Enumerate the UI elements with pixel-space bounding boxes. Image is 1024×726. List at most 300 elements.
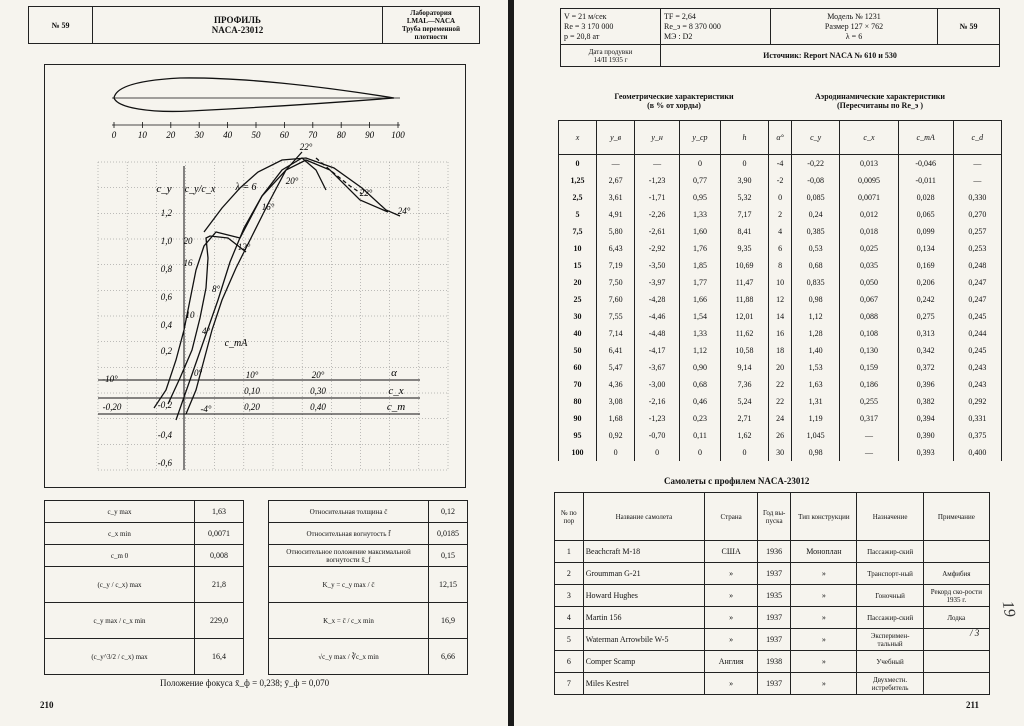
summary-row	[269, 603, 468, 639]
y-tick-label: 0,4	[160, 320, 172, 330]
table-cell: 0,018	[840, 223, 898, 240]
aircraft-cell	[923, 541, 989, 563]
table-cell: 8,41	[720, 223, 768, 240]
aircraft-cell: 7	[555, 673, 584, 695]
aircraft-column-header: Год вы-пуска	[758, 493, 791, 541]
axis-name-alpha: α	[391, 367, 397, 379]
table-cell: 1,40	[792, 342, 840, 359]
table-cell: 7,19	[597, 257, 635, 274]
coord-column-header: α°	[769, 121, 792, 155]
table-cell: 0,050	[840, 274, 898, 291]
table-cell: 0,0071	[840, 189, 898, 206]
table-cell: 0,393	[898, 444, 953, 461]
angle-label: 16°	[261, 202, 275, 212]
table-cell: —	[953, 155, 1001, 172]
aircraft-cell: »	[791, 651, 857, 673]
aircraft-cell: »	[705, 585, 758, 607]
table-cell: 0	[680, 444, 721, 461]
aircraft-cell: Гоночный	[857, 585, 923, 607]
table-cell: 0,46	[680, 393, 721, 410]
table-cell: —	[840, 427, 898, 444]
model-line: Размер 127 × 762	[824, 21, 884, 31]
geometry-title-line: (в % от хорды)	[647, 101, 701, 110]
y-tick-label: -0,4	[157, 430, 172, 440]
table-cell: 1,33	[680, 325, 721, 342]
table-cell: 5,24	[720, 393, 768, 410]
aircraft-cell: »	[791, 673, 857, 695]
aircraft-cell: »	[705, 629, 758, 651]
airfoil-shape	[114, 78, 394, 112]
table-cell: 0	[720, 155, 768, 172]
table-row	[559, 376, 1002, 393]
axis-label-right: 0,40	[310, 402, 326, 412]
table-cell: 0,400	[953, 444, 1001, 461]
angle-label: 12°	[237, 242, 251, 252]
table-cell: 0,270	[953, 206, 1001, 223]
angle-label: 10	[185, 310, 195, 320]
table-cell: 0,067	[840, 291, 898, 308]
table-cell: 0,012	[840, 206, 898, 223]
aircraft-cell: Waterman Arrowbile W-5	[583, 629, 704, 651]
lab-line: Труба переменной	[402, 25, 460, 33]
summary-value: 16,4	[195, 639, 244, 675]
handwritten-mark: / 3	[970, 628, 980, 638]
param-line: TF = 2,64	[664, 11, 696, 21]
table-row	[559, 410, 1002, 427]
axis-label-mid: 0,20	[244, 402, 260, 412]
profile-tick-label: 40	[223, 130, 233, 140]
table-cell: -2,16	[635, 393, 680, 410]
summary-row	[269, 523, 468, 545]
axis-name-cx: c_x	[388, 385, 404, 397]
table-row	[559, 155, 1002, 172]
lab-line: LMAL—NACA	[406, 17, 456, 25]
profile-tick-label: 70	[308, 130, 318, 140]
table-cell: 0,342	[898, 342, 953, 359]
aircraft-title: Самолеты с профилем NACA-23012	[664, 476, 810, 486]
table-cell: 4,36	[597, 376, 635, 393]
table-cell: 0,90	[680, 359, 721, 376]
summary-label: (c_y / c_x) max	[45, 567, 195, 603]
angle-label: 16	[183, 258, 193, 268]
profile-tick-label: 100	[391, 130, 405, 140]
coord-column-header: h	[720, 121, 768, 155]
model-line: Модель № 1231	[827, 11, 881, 21]
table-row	[559, 240, 1002, 257]
table-cell: 0,255	[840, 393, 898, 410]
focus-position: Положение фокуса x̄_ф = 0,238; ȳ_ф = 0,070	[160, 678, 330, 688]
table-cell: 0,099	[898, 223, 953, 240]
table-row	[559, 393, 1002, 410]
axis-label-mid: 10°	[245, 370, 259, 380]
param-line: V = 21 м/сек	[564, 11, 607, 21]
table-cell: 2,71	[720, 410, 768, 427]
table-cell: -3,50	[635, 257, 680, 274]
summary-label: (c_y^3/2 / c_x) max	[45, 639, 195, 675]
profile-tick-label: 80	[336, 130, 346, 140]
table-row	[559, 308, 1002, 325]
axis-label-right: 0,30	[310, 386, 326, 396]
aircraft-cell: 1937	[758, 563, 791, 585]
table-cell: 10	[769, 274, 792, 291]
param-line: Re = 3 170 000	[564, 21, 614, 31]
table-row	[559, 172, 1002, 189]
summary-row	[269, 501, 468, 523]
table-cell: 0,013	[840, 155, 898, 172]
table-cell: 60	[559, 359, 597, 376]
table-cell: 22	[769, 393, 792, 410]
table-cell: 16	[769, 325, 792, 342]
table-cell: 9,35	[720, 240, 768, 257]
table-cell: 0	[720, 444, 768, 461]
table-cell: -0,046	[898, 155, 953, 172]
summary-value: 229,0	[195, 603, 244, 639]
table-cell: 11,62	[720, 325, 768, 342]
table-cell: -1,23	[635, 410, 680, 427]
aircraft-cell	[923, 629, 989, 651]
table-cell: 11,47	[720, 274, 768, 291]
angle-label: 20°	[285, 176, 299, 186]
source-cell: Источник: Report NACA № 610 и 530	[661, 45, 1000, 67]
table-cell: 1,68	[597, 410, 635, 427]
table-cell: 1,66	[680, 291, 721, 308]
table-cell: 0,206	[898, 274, 953, 291]
table-cell: 0,108	[840, 325, 898, 342]
aircraft-column-header: Примечание	[923, 493, 989, 541]
table-cell: 1,045	[792, 427, 840, 444]
table-cell: 0,317	[840, 410, 898, 427]
lab-line: Лаборатория	[410, 9, 452, 17]
table-cell: 0,53	[792, 240, 840, 257]
table-row	[559, 257, 1002, 274]
aircraft-cell: 2	[555, 563, 584, 585]
table-cell: 0,186	[840, 376, 898, 393]
table-cell: 6	[769, 240, 792, 257]
table-cell: 0,24	[792, 206, 840, 223]
aircraft-cell: 1937	[758, 673, 791, 695]
aircraft-cell	[923, 651, 989, 673]
table-cell: 1,53	[792, 359, 840, 376]
table-cell: -2,92	[635, 240, 680, 257]
table-cell: -2	[769, 172, 792, 189]
angle-label: 22°	[299, 142, 313, 152]
table-cell: 1,54	[680, 308, 721, 325]
table-row	[559, 206, 1002, 223]
table-cell: -1,23	[635, 172, 680, 189]
profile-tick-label: 50	[251, 130, 261, 140]
page-number-right: 211	[966, 700, 980, 710]
angle-label: 20	[183, 236, 193, 246]
summary-label: Относительная толщина c̄	[269, 501, 429, 523]
table-cell: 0,375	[953, 427, 1001, 444]
aircraft-cell: Comper Scamp	[583, 651, 704, 673]
angle-label: 24°	[397, 206, 411, 216]
table-cell: —	[840, 444, 898, 461]
table-cell: 0,065	[898, 206, 953, 223]
curve-label-lambda: λ = 6	[235, 182, 257, 193]
table-cell: 14	[769, 308, 792, 325]
table-row	[559, 359, 1002, 376]
table-cell: 12	[769, 291, 792, 308]
airfoil-profile	[112, 78, 400, 125]
table-cell: 9,14	[720, 359, 768, 376]
table-cell: 1,60	[680, 223, 721, 240]
aircraft-table	[554, 492, 990, 695]
table-cell: 25	[559, 291, 597, 308]
aero-title	[780, 92, 980, 110]
table-cell: 0,247	[953, 274, 1001, 291]
profile-tick-label: 60	[279, 130, 289, 140]
table-cell: 1,12	[792, 308, 840, 325]
table-cell: 0,390	[898, 427, 953, 444]
axis-label-right: 20°	[311, 370, 325, 380]
profile-label: ПРОФИЛЬ	[214, 15, 261, 25]
aircraft-cell: 1937	[758, 607, 791, 629]
table-cell: -4	[769, 155, 792, 172]
table-cell: 20	[559, 274, 597, 291]
aircraft-cell: Эксперимен-тальный	[857, 629, 923, 651]
table-cell: 3,08	[597, 393, 635, 410]
table-cell: -0,70	[635, 427, 680, 444]
table-cell: 7,17	[720, 206, 768, 223]
table-cell: 11,88	[720, 291, 768, 308]
summary-label: Относительная вогнутость f̄	[269, 523, 429, 545]
table-cell: 10,69	[720, 257, 768, 274]
table-cell: -3,97	[635, 274, 680, 291]
table-cell: 0	[680, 155, 721, 172]
model-info	[771, 9, 938, 45]
aircraft-row	[555, 585, 990, 607]
axis-label-left: -0,20	[102, 402, 122, 412]
table-cell: 0,242	[898, 291, 953, 308]
table-cell: 95	[559, 427, 597, 444]
right-header-table	[560, 8, 1000, 67]
table-cell: 1,77	[680, 274, 721, 291]
table-cell: 0,248	[953, 257, 1001, 274]
table-cell: 0,025	[840, 240, 898, 257]
model-line: λ = 6	[845, 31, 863, 41]
aircraft-cell: 6	[555, 651, 584, 673]
axis-label-left: -10°	[102, 374, 118, 384]
aircraft-cell: 5	[555, 629, 584, 651]
table-cell: 0,11	[680, 427, 721, 444]
table-cell: 100	[559, 444, 597, 461]
aircraft-cell: США	[705, 541, 758, 563]
table-cell: —	[635, 155, 680, 172]
summary-label: c_y max / c_x min	[45, 603, 195, 639]
summary-label: Относительное положение максимальной вогнутости x̄_f	[269, 545, 429, 567]
aircraft-column-header: Тип конструкции	[791, 493, 857, 541]
summary-value: 21,8	[195, 567, 244, 603]
param-line: Re_э = 8 370 000	[664, 21, 721, 31]
profile-tick-label: 20	[166, 130, 176, 140]
table-cell: 40	[559, 325, 597, 342]
table-cell: 7,50	[597, 274, 635, 291]
table-cell: 1,85	[680, 257, 721, 274]
table-cell: 0,835	[792, 274, 840, 291]
summary-row	[45, 639, 244, 675]
aircraft-cell: »	[791, 585, 857, 607]
table-cell: -4,17	[635, 342, 680, 359]
summary-label: K_y = c_y max / c̄	[269, 567, 429, 603]
table-cell: 30	[769, 444, 792, 461]
aircraft-cell	[923, 673, 989, 695]
table-cell: 30	[559, 308, 597, 325]
aircraft-cell: »	[791, 629, 857, 651]
summary-row	[45, 567, 244, 603]
y-tick-label: 0,8	[160, 264, 172, 274]
aircraft-cell: Двухместн. истребитель	[857, 673, 923, 695]
table-cell: 0,98	[792, 444, 840, 461]
summary-row	[269, 545, 468, 567]
aircraft-cell: Амфибия	[923, 563, 989, 585]
table-cell: 0	[559, 155, 597, 172]
table-cell: 0,243	[953, 359, 1001, 376]
curve-label-cma: c_mA	[224, 338, 248, 349]
aircraft-row	[555, 673, 990, 695]
profile-tick-label: 90	[365, 130, 375, 140]
aircraft-cell: 1938	[758, 651, 791, 673]
table-cell: -2,61	[635, 223, 680, 240]
summary-value: 0,0185	[429, 523, 468, 545]
aircraft-column-header: Назначение	[857, 493, 923, 541]
table-cell: -0,22	[792, 155, 840, 172]
table-cell: 7,36	[720, 376, 768, 393]
aircraft-column-header: № по пор	[555, 493, 584, 541]
aircraft-cell: Groumman G-21	[583, 563, 704, 585]
table-cell: 2,67	[597, 172, 635, 189]
test-date-cell	[561, 45, 661, 67]
table-cell: 1,76	[680, 240, 721, 257]
y-tick-label: 0,6	[160, 292, 172, 302]
table-cell: 4	[769, 223, 792, 240]
aircraft-cell: 1936	[758, 541, 791, 563]
summary-row	[269, 639, 468, 675]
table-cell: 0,382	[898, 393, 953, 410]
aircraft-cell: »	[705, 563, 758, 585]
aircraft-column-header: Название самолета	[583, 493, 704, 541]
aircraft-cell: Martin 156	[583, 607, 704, 629]
aircraft-cell: Beachcraft M-18	[583, 541, 704, 563]
table-cell: 0,085	[792, 189, 840, 206]
post-stall-dashed	[316, 158, 362, 194]
left-page	[0, 0, 508, 726]
flow-params-2	[661, 9, 771, 45]
coord-column-header: c_mA	[898, 121, 953, 155]
aircraft-row	[555, 607, 990, 629]
table-cell: -3,67	[635, 359, 680, 376]
table-cell: 0,035	[840, 257, 898, 274]
summary-value: 1,63	[195, 501, 244, 523]
aircraft-cell: 3	[555, 585, 584, 607]
table-cell: 0,245	[953, 342, 1001, 359]
table-cell: 80	[559, 393, 597, 410]
margin-mark: 19	[998, 599, 1019, 619]
profile-name: NACA-23012	[211, 25, 264, 35]
aircraft-cell: Рекорд ско-рости 1935 г.	[923, 585, 989, 607]
table-cell: 0,68	[792, 257, 840, 274]
y-tick-label: -0,2	[157, 400, 172, 410]
table-cell: 0,98	[792, 291, 840, 308]
table-cell: 0,130	[840, 342, 898, 359]
table-row	[559, 189, 1002, 206]
aircraft-cell: Howard Hughes	[583, 585, 704, 607]
table-cell: 1,62	[720, 427, 768, 444]
summary-label: c_y max	[45, 501, 195, 523]
table-cell: 6,43	[597, 240, 635, 257]
table-cell: -4,28	[635, 291, 680, 308]
table-cell: 0,159	[840, 359, 898, 376]
page-number-left: 210	[40, 700, 54, 710]
aircraft-cell: 1	[555, 541, 584, 563]
aircraft-cell: Пассажир-ский	[857, 541, 923, 563]
aircraft-row	[555, 541, 990, 563]
summary-row	[45, 501, 244, 523]
table-cell: 0,77	[680, 172, 721, 189]
y-tick-label: 0,2	[160, 346, 172, 356]
table-cell: 10	[559, 240, 597, 257]
aircraft-cell: 4	[555, 607, 584, 629]
table-cell: 0,394	[898, 410, 953, 427]
angle-label: 22°	[359, 188, 373, 198]
table-cell: 0,257	[953, 223, 1001, 240]
table-cell: 3,90	[720, 172, 768, 189]
cy-over-cx-curve	[168, 236, 246, 404]
table-cell: 10,58	[720, 342, 768, 359]
coord-column-header: y_н	[635, 121, 680, 155]
table-cell: 0,253	[953, 240, 1001, 257]
summary-label: c_x min	[45, 523, 195, 545]
table-cell: -4,46	[635, 308, 680, 325]
table-cell: —	[597, 155, 635, 172]
polar-labels	[102, 142, 411, 468]
table-cell: 5	[559, 206, 597, 223]
table-cell: 0,275	[898, 308, 953, 325]
table-cell: 50	[559, 342, 597, 359]
summary-row	[269, 567, 468, 603]
aircraft-row	[555, 629, 990, 651]
angle-label: -4°	[200, 404, 212, 414]
aircraft-cell: »	[705, 673, 758, 695]
aircraft-cell: Моноплан	[791, 541, 857, 563]
summary-value: 0,008	[195, 545, 244, 567]
table-cell: 1,33	[680, 206, 721, 223]
aircraft-row	[555, 651, 990, 673]
table-cell: 0,313	[898, 325, 953, 342]
table-cell: -2,26	[635, 206, 680, 223]
table-cell: 0,385	[792, 223, 840, 240]
y-tick-label: 1,0	[160, 236, 172, 246]
y-tick-label: -0,6	[157, 458, 172, 468]
table-cell: 5,32	[720, 189, 768, 206]
table-cell: 8	[769, 257, 792, 274]
table-cell: 0,292	[953, 393, 1001, 410]
table-cell: 12,01	[720, 308, 768, 325]
table-cell: 7,5	[559, 223, 597, 240]
y-tick-label: 1,2	[160, 208, 172, 218]
table-cell: 0,0095	[840, 172, 898, 189]
aircraft-cell: Пассажир-ский	[857, 607, 923, 629]
table-cell: 0,134	[898, 240, 953, 257]
summary-row	[45, 523, 244, 545]
angle-label: 8°	[211, 284, 221, 294]
date-value: 14/II 1935 г	[593, 55, 628, 64]
aircraft-cell: »	[705, 607, 758, 629]
table-cell: 1,25	[559, 172, 597, 189]
table-cell: 7,60	[597, 291, 635, 308]
table-cell: 5,80	[597, 223, 635, 240]
summary-label: K_x = c̄ / c_x min	[269, 603, 429, 639]
